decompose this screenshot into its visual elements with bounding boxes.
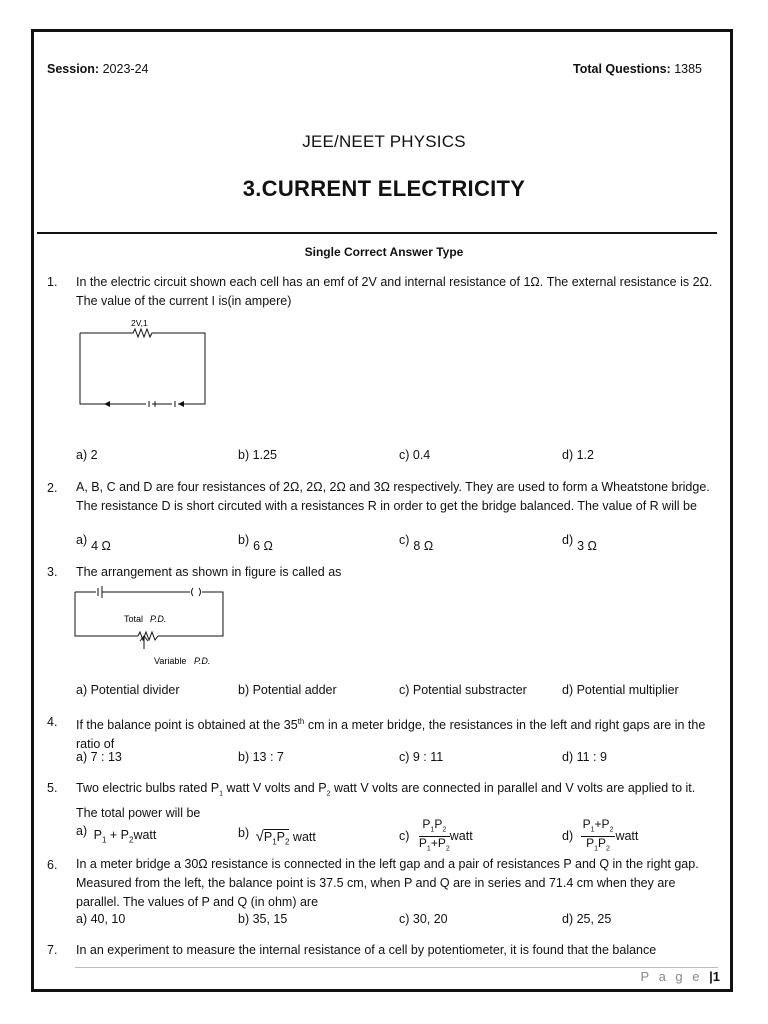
q3-figure-variable: Variable bbox=[154, 656, 187, 666]
question-6-text: In a meter bridge a 30Ω resistance is connected in the left gap and a pair of resistances P and Q in the right gap. Measured from the left, the balance point is 37.5 cm, when P and Q are in series and 71.4 cm when they are parallel. The values of P and Q (in ohm) are bbox=[76, 857, 699, 909]
session-line bbox=[47, 62, 148, 76]
q5-option-d[interactable]: d) $\frac{P_1+P_2}{P_1P_2}$ watt bbox=[562, 817, 639, 853]
question-7-text: In an experiment to measure the internal resistance of a cell by potentiometer, it is found that the balance bbox=[76, 943, 657, 957]
session-value: 2023-24 bbox=[102, 62, 149, 76]
q2-option-c[interactable]: c) 8 Ω bbox=[399, 533, 434, 553]
q5-option-b[interactable]: b) $√P_1P_2$ watt bbox=[238, 826, 316, 847]
q3-option-b[interactable]: b) Potential adder bbox=[238, 683, 337, 697]
q2-option-a[interactable]: a) 4 Ω bbox=[76, 533, 111, 553]
question-5-number: 5. bbox=[47, 781, 58, 795]
q6-option-a[interactable]: a) 40, 10 bbox=[76, 912, 126, 926]
q1-figure-label: 2V,1 bbox=[131, 318, 148, 328]
q2-option-b[interactable]: b) 6 Ω bbox=[238, 533, 273, 553]
q3-option-a[interactable]: a) Potential divider bbox=[76, 683, 180, 697]
chapter-title: 3.CURRENT ELECTRICITY bbox=[242, 176, 526, 201]
q1-option-a[interactable]: a) 2 bbox=[76, 448, 98, 462]
q6-option-c[interactable]: c) 30, 20 bbox=[399, 912, 448, 926]
question-2-number: 2. bbox=[47, 481, 58, 495]
page-number: |1 bbox=[709, 969, 720, 984]
q3-option-c[interactable]: c) Potential substracter bbox=[399, 683, 527, 697]
question-7-number: 7. bbox=[47, 943, 58, 957]
q3-option-d[interactable]: d) Potential multiplier bbox=[562, 683, 679, 697]
question-1-circuit-figure bbox=[78, 316, 210, 410]
q1-option-c[interactable]: c) 0.4 bbox=[399, 448, 431, 462]
q3-figure-total: Total bbox=[124, 614, 144, 624]
total-questions-label: Total Questions: bbox=[573, 62, 671, 76]
q3-figure-pd-top: P.D. bbox=[150, 614, 167, 624]
question-3-potential-divider-figure bbox=[72, 585, 228, 669]
q5-option-c[interactable]: c) $\frac{P_1P_2}{P_1+P_2}$ watt bbox=[399, 817, 473, 853]
q4-option-a[interactable]: a) 7 : 13 bbox=[76, 750, 122, 764]
q4-option-d[interactable]: d) 11 : 9 bbox=[562, 750, 607, 764]
q1-option-b[interactable]: b) 1.25 bbox=[238, 448, 277, 462]
q6-option-d[interactable]: d) 25, 25 bbox=[562, 912, 612, 926]
total-questions-line bbox=[573, 62, 702, 76]
q2-option-d[interactable]: d) 3 Ω bbox=[562, 533, 597, 553]
q5-option-a[interactable]: a) $P_1$ + $P_2watt$ bbox=[76, 824, 157, 845]
subject-title: JEE/NEET PHYSICS bbox=[302, 132, 466, 151]
question-4-number: 4. bbox=[47, 715, 58, 729]
q4-option-b[interactable]: b) 13 : 7 bbox=[238, 750, 284, 764]
question-1-number: 1. bbox=[47, 275, 58, 289]
question-5-text: Two electric bulbs rated $P_1$ watt V volts and $P_2$ watt V volts are connected in parallel and V volts are applied to it. The total power will be bbox=[76, 781, 696, 820]
question-2-text: A, B, C and D are four resistances of 2Ω, 2Ω, 2Ω and 3Ω respectively. They are used to form a Wheatstone bridge. The resistance D is short circuted with a resistances R in order to get the bridge balanced. The value of R will be bbox=[76, 480, 710, 513]
header-divider bbox=[37, 232, 717, 234]
q4-option-c[interactable]: c) 9 : 11 bbox=[399, 750, 444, 764]
page-footer bbox=[0, 969, 720, 984]
page-word: P a g e bbox=[640, 969, 703, 984]
question-1-text: In the electric circuit shown each cell has an emf of 2V and internal resistance of 1Ω. The external resistance is 2Ω. The value of the current I is(in ampere) bbox=[76, 275, 713, 308]
footer-divider bbox=[75, 967, 718, 968]
question-3-number: 3. bbox=[47, 565, 58, 579]
total-questions-value: 1385 bbox=[674, 62, 702, 76]
question-6-number: 6. bbox=[47, 858, 58, 872]
section-title: Single Correct Answer Type bbox=[304, 245, 464, 259]
session-label: Session: bbox=[47, 62, 100, 76]
q1-option-d[interactable]: d) 1.2 bbox=[562, 448, 594, 462]
q3-figure-pd-bottom: P.D. bbox=[194, 656, 211, 666]
question-4-text: If the balance point is obtained at the 35th cm in a meter bridge, the resistances in the left and right gaps are in the ratio of bbox=[76, 717, 706, 752]
q6-option-b[interactable]: b) 35, 15 bbox=[238, 912, 288, 926]
question-3-text: The arrangement as shown in figure is called as bbox=[76, 565, 342, 579]
